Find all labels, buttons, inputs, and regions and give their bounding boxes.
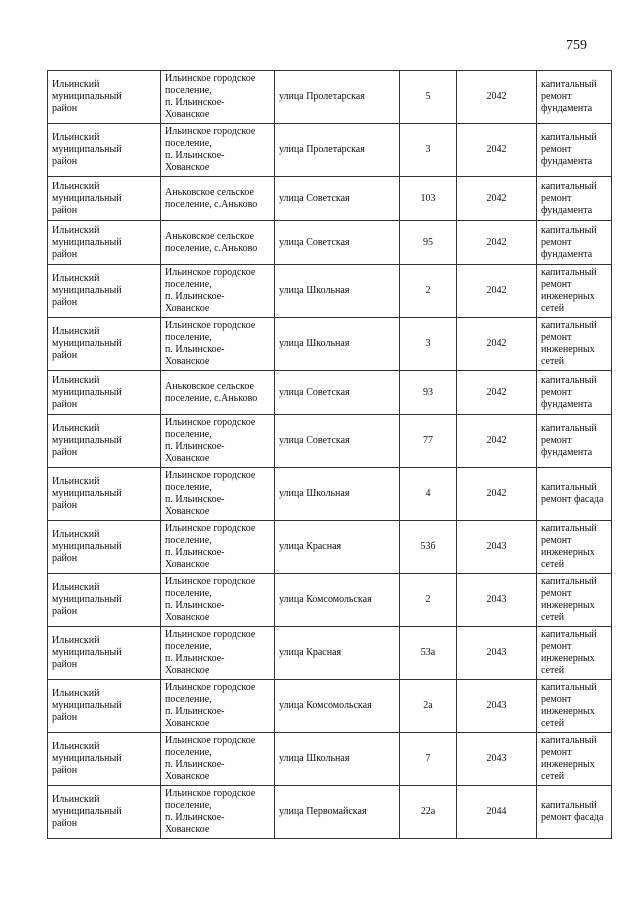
- table-row: [48, 71, 612, 124]
- table-row: [48, 124, 612, 177]
- table-body: [48, 71, 612, 839]
- street-cell: улица Красная: [275, 627, 400, 680]
- work-type-cell: капитальный ремонт фасада: [537, 786, 612, 839]
- street-cell: улица Советская: [275, 177, 400, 221]
- settlement-cell: Аньковское сельское поселение, с.Аньково: [161, 371, 275, 415]
- work-type-cell: капитальный ремонт инженерных сетей: [537, 680, 612, 733]
- house-number-cell: 2а: [400, 680, 457, 733]
- house-number-cell: 53а: [400, 627, 457, 680]
- district-cell: Ильинский муниципальный район: [48, 318, 161, 371]
- settlement-cell: Ильинское городское поселение, п. Ильинское- Хованское: [161, 318, 275, 371]
- house-number-cell: 5: [400, 71, 457, 124]
- house-number-cell: 103: [400, 177, 457, 221]
- street-cell: улица Советская: [275, 415, 400, 468]
- settlement-cell: Ильинское городское поселение, п. Ильинское- Хованское: [161, 521, 275, 574]
- street-cell: улица Советская: [275, 221, 400, 265]
- table-row: [48, 733, 612, 786]
- settlement-cell: Ильинское городское поселение, п. Ильинское- Хованское: [161, 574, 275, 627]
- district-cell: Ильинский муниципальный район: [48, 415, 161, 468]
- settlement-cell: Ильинское городское поселение, п. Ильинское- Хованское: [161, 415, 275, 468]
- street-cell: улица Красная: [275, 521, 400, 574]
- street-cell: улица Пролетарская: [275, 71, 400, 124]
- year-cell: 2042: [457, 124, 537, 177]
- year-cell: 2043: [457, 521, 537, 574]
- table-row: [48, 786, 612, 839]
- work-type-cell: капитальный ремонт фундамента: [537, 177, 612, 221]
- settlement-cell: Аньковское сельское поселение, с.Аньково: [161, 221, 275, 265]
- work-type-cell: капитальный ремонт инженерных сетей: [537, 318, 612, 371]
- district-cell: Ильинский муниципальный район: [48, 680, 161, 733]
- house-number-cell: 2: [400, 265, 457, 318]
- settlement-cell: Ильинское городское поселение, п. Ильинское- Хованское: [161, 680, 275, 733]
- year-cell: 2043: [457, 733, 537, 786]
- house-number-cell: 93: [400, 371, 457, 415]
- work-type-cell: капитальный ремонт инженерных сетей: [537, 574, 612, 627]
- settlement-cell: Ильинское городское поселение, п. Ильинское- Хованское: [161, 733, 275, 786]
- district-cell: Ильинский муниципальный район: [48, 786, 161, 839]
- house-number-cell: 2: [400, 574, 457, 627]
- settlement-cell: Ильинское городское поселение, п. Ильинское- Хованское: [161, 265, 275, 318]
- district-cell: Ильинский муниципальный район: [48, 521, 161, 574]
- district-cell: Ильинский муниципальный район: [48, 71, 161, 124]
- settlement-cell: Ильинское городское поселение, п. Ильинское- Хованское: [161, 124, 275, 177]
- settlement-cell: Аньковское сельское поселение, с.Аньково: [161, 177, 275, 221]
- district-cell: Ильинский муниципальный район: [48, 177, 161, 221]
- street-cell: улица Школьная: [275, 318, 400, 371]
- settlement-cell: Ильинское городское поселение, п. Ильинское- Хованское: [161, 786, 275, 839]
- year-cell: 2042: [457, 468, 537, 521]
- work-type-cell: капитальный ремонт фундамента: [537, 415, 612, 468]
- table-row: [48, 177, 612, 221]
- year-cell: 2042: [457, 265, 537, 318]
- district-cell: Ильинский муниципальный район: [48, 265, 161, 318]
- street-cell: улица Школьная: [275, 265, 400, 318]
- work-type-cell: капитальный ремонт фундамента: [537, 221, 612, 265]
- house-number-cell: 95: [400, 221, 457, 265]
- work-type-cell: капитальный ремонт фундамента: [537, 124, 612, 177]
- work-type-cell: капитальный ремонт фундамента: [537, 371, 612, 415]
- table-row: [48, 265, 612, 318]
- street-cell: улица Школьная: [275, 468, 400, 521]
- work-type-cell: капитальный ремонт фасада: [537, 468, 612, 521]
- street-cell: улица Пролетарская: [275, 124, 400, 177]
- district-cell: Ильинский муниципальный район: [48, 124, 161, 177]
- street-cell: улица Школьная: [275, 733, 400, 786]
- table-row: [48, 521, 612, 574]
- district-cell: Ильинский муниципальный район: [48, 371, 161, 415]
- street-cell: улица Комсомольская: [275, 680, 400, 733]
- district-cell: Ильинский муниципальный район: [48, 574, 161, 627]
- table-row: [48, 680, 612, 733]
- year-cell: 2042: [457, 71, 537, 124]
- house-number-cell: 3: [400, 124, 457, 177]
- house-number-cell: 22а: [400, 786, 457, 839]
- year-cell: 2043: [457, 680, 537, 733]
- year-cell: 2042: [457, 318, 537, 371]
- house-number-cell: 77: [400, 415, 457, 468]
- year-cell: 2044: [457, 786, 537, 839]
- work-type-cell: капитальный ремонт инженерных сетей: [537, 627, 612, 680]
- table-row: [48, 371, 612, 415]
- settlement-cell: Ильинское городское поселение, п. Ильинское- Хованское: [161, 627, 275, 680]
- settlement-cell: Ильинское городское поселение, п. Ильинское- Хованское: [161, 71, 275, 124]
- table-row: [48, 574, 612, 627]
- year-cell: 2042: [457, 371, 537, 415]
- street-cell: улица Комсомольская: [275, 574, 400, 627]
- house-number-cell: 53б: [400, 521, 457, 574]
- district-cell: Ильинский муниципальный район: [48, 221, 161, 265]
- settlement-cell: Ильинское городское поселение, п. Ильинское- Хованское: [161, 468, 275, 521]
- table-row: [48, 415, 612, 468]
- table-row: [48, 318, 612, 371]
- district-cell: Ильинский муниципальный район: [48, 733, 161, 786]
- year-cell: 2043: [457, 574, 537, 627]
- year-cell: 2043: [457, 627, 537, 680]
- work-type-cell: капитальный ремонт инженерных сетей: [537, 733, 612, 786]
- work-type-cell: капитальный ремонт инженерных сетей: [537, 521, 612, 574]
- house-number-cell: 7: [400, 733, 457, 786]
- street-cell: улица Советская: [275, 371, 400, 415]
- district-cell: Ильинский муниципальный район: [48, 468, 161, 521]
- year-cell: 2042: [457, 415, 537, 468]
- house-number-cell: 3: [400, 318, 457, 371]
- repair-schedule-table: [47, 70, 612, 839]
- work-type-cell: капитальный ремонт инженерных сетей: [537, 265, 612, 318]
- page-number: 759: [566, 38, 587, 53]
- table-row: [48, 627, 612, 680]
- year-cell: 2042: [457, 177, 537, 221]
- house-number-cell: 4: [400, 468, 457, 521]
- table-row: [48, 221, 612, 265]
- district-cell: Ильинский муниципальный район: [48, 627, 161, 680]
- work-type-cell: капитальный ремонт фундамента: [537, 71, 612, 124]
- table-row: [48, 468, 612, 521]
- street-cell: улица Первомайская: [275, 786, 400, 839]
- year-cell: 2042: [457, 221, 537, 265]
